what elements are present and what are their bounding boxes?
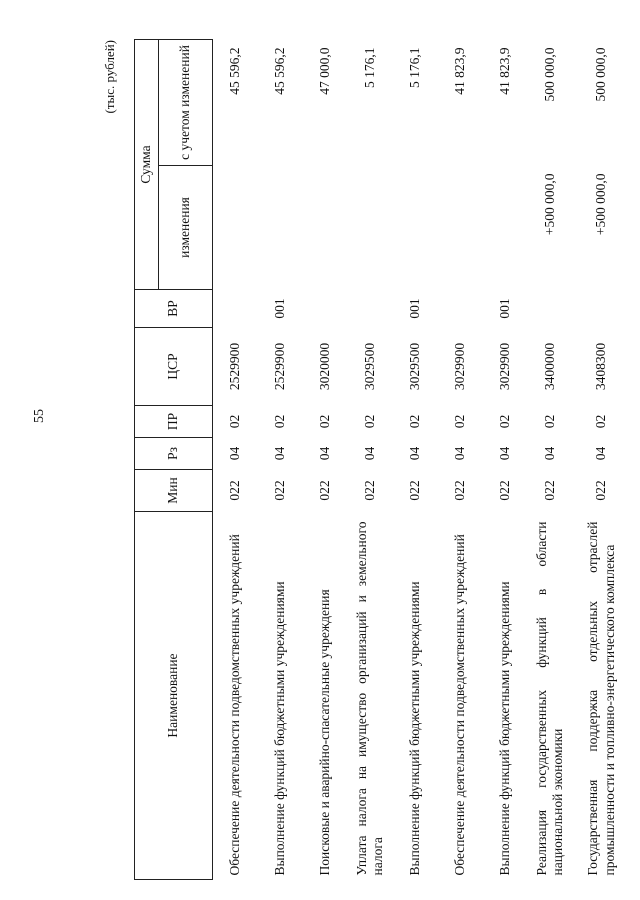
cell-csr: 3408300 [593, 342, 609, 391]
cell-change [348, 166, 393, 290]
header-min: Мин [135, 470, 213, 512]
cell-rz: 04 [227, 446, 243, 461]
rotated-page-content [90, 40, 617, 880]
cell-vr [573, 290, 631, 328]
cell-rz: 04 [541, 446, 557, 461]
table-row [303, 39, 348, 879]
cell-min: 022 [451, 480, 467, 501]
cell-with-change: 45 596,2 [227, 47, 243, 95]
page-number: 55 [32, 409, 47, 423]
cell-min: 022 [316, 480, 332, 501]
cell-csr: 3029900 [496, 342, 512, 391]
cell-change: +500 000,0 [593, 173, 609, 236]
cell-rz: 04 [316, 446, 332, 461]
cell-vr [438, 290, 483, 328]
header-vr: ВР [135, 290, 213, 328]
cell-min: 022 [541, 480, 557, 501]
cell-pr: 02 [271, 414, 287, 429]
table-row [393, 39, 438, 879]
cell-csr: 2529900 [271, 342, 287, 391]
cell-pr: 02 [593, 414, 609, 429]
header-rz: Рз [135, 438, 213, 470]
cell-rz: 04 [361, 446, 377, 461]
cell-with-change: 5 176,1 [406, 47, 422, 88]
cell-change [393, 166, 438, 290]
cell-name: Реализация государственных функций в области национальной экономики [533, 521, 565, 876]
table-body [213, 39, 631, 879]
cell-min: 022 [496, 480, 512, 501]
cell-change [483, 166, 528, 290]
cell-pr: 02 [227, 414, 243, 429]
cell-pr: 02 [496, 414, 512, 429]
table-header [135, 39, 213, 879]
header-name: Наименование [135, 512, 213, 880]
cell-vr [213, 290, 258, 328]
cell-rz: 04 [496, 446, 512, 461]
cell-rz: 04 [406, 446, 422, 461]
cell-with-change: 45 596,2 [271, 47, 287, 95]
cell-change [303, 166, 348, 290]
cell-with-change: 500 000,0 [593, 47, 609, 102]
cell-with-change: 500 000,0 [541, 47, 557, 102]
cell-rz: 04 [593, 446, 609, 461]
cell-pr: 02 [541, 414, 557, 429]
cell-min: 022 [593, 480, 609, 501]
cell-csr: 3020000 [316, 342, 332, 391]
table-row [573, 39, 631, 879]
cell-vr [348, 290, 393, 328]
cell-change [258, 166, 303, 290]
cell-rz: 04 [451, 446, 467, 461]
cell-pr: 02 [361, 414, 377, 429]
cell-name: Выполнение функций бюджетными учреждениями [271, 581, 287, 876]
cell-with-change: 41 823,9 [451, 47, 467, 95]
cell-csr: 3029900 [451, 342, 467, 391]
cell-vr [303, 290, 348, 328]
table-row [483, 39, 528, 879]
cell-name: Государственная поддержка отдельных отраслей промышленности и топливно-энергетического комплекса [585, 521, 617, 876]
table-row [438, 39, 483, 879]
cell-name: Обеспечение деятельности подведомственных учреждений [451, 534, 467, 876]
cell-csr: 2529900 [227, 342, 243, 391]
header-with-change: с учетом изменений [159, 39, 213, 165]
cell-with-change: 5 176,1 [361, 47, 377, 88]
header-csr: ЦСР [135, 328, 213, 406]
cell-name: Уплата налога на имущество организаций и земельного налога [353, 521, 385, 876]
cell-pr: 02 [316, 414, 332, 429]
table-row [348, 39, 393, 879]
header-pr: ПР [135, 406, 213, 438]
header-sum: Сумма [135, 39, 159, 289]
cell-name: Обеспечение деятельности подведомственных учреждений [227, 534, 243, 876]
cell-change [213, 166, 258, 290]
cell-vr: 001 [271, 298, 287, 319]
cell-csr: 3029500 [406, 342, 422, 391]
table-row [258, 39, 303, 879]
cell-csr: 3029500 [361, 342, 377, 391]
cell-name: Выполнение функций бюджетными учреждениями [406, 581, 422, 876]
cell-min: 022 [271, 480, 287, 501]
cell-csr: 3400000 [541, 342, 557, 391]
cell-vr: 001 [496, 298, 512, 319]
table-row [213, 39, 258, 879]
cell-min: 022 [406, 480, 422, 501]
cell-min: 022 [227, 480, 243, 501]
cell-name: Выполнение функций бюджетными учреждениями [496, 581, 512, 876]
cell-with-change: 47 000,0 [316, 47, 332, 95]
units-label: (тыс. рублей) [102, 40, 117, 114]
cell-with-change: 41 823,9 [496, 47, 512, 95]
cell-min: 022 [361, 480, 377, 501]
table-row [528, 39, 573, 879]
header-change: изменения [159, 166, 213, 290]
cell-name: Поисковые и аварийно-спасательные учреждения [316, 589, 332, 876]
cell-pr: 02 [451, 414, 467, 429]
cell-change [438, 166, 483, 290]
cell-vr: 001 [406, 298, 422, 319]
cell-change: +500 000,0 [541, 173, 557, 236]
cell-vr [528, 290, 573, 328]
cell-pr: 02 [406, 414, 422, 429]
budget-table [134, 39, 631, 880]
cell-rz: 04 [271, 446, 287, 461]
